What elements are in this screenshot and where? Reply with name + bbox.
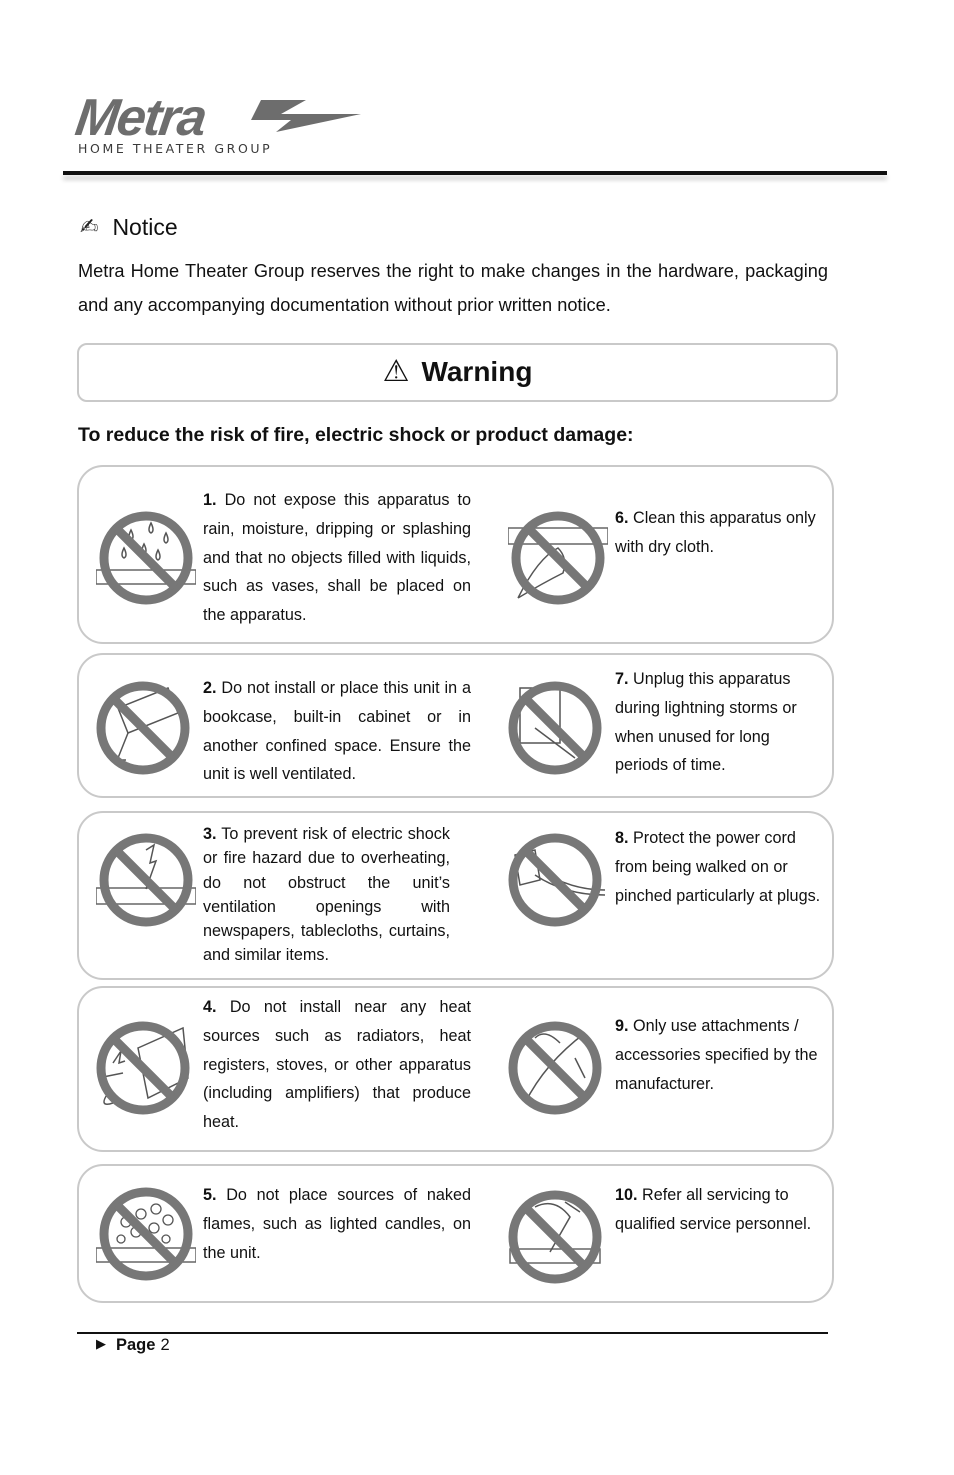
warning-banner xyxy=(77,343,838,402)
item-5: 5. Do not place sources of naked flames, such as lighted candles, on the unit. xyxy=(203,1186,471,1262)
item-10: 10. Refer all servicing to qualified service personnel. xyxy=(615,1186,812,1233)
no-heat-source-icon xyxy=(93,1018,193,1118)
item-6: 6. Clean this apparatus only with dry cloth. xyxy=(615,509,816,556)
item-8: 8. Protect the power cord from being walked on or pinched particularly at plugs. xyxy=(615,829,821,905)
risk-heading: To reduce the risk of fire, electric shock or product damage: xyxy=(78,424,634,446)
unplug-icon xyxy=(505,678,605,778)
page-footer xyxy=(96,1334,170,1356)
protect-cord-icon xyxy=(505,830,605,930)
notice-text: Metra Home Theater Group reserves the right to make changes in the hardware, packaging and any accompanying documentation without prior written notice. xyxy=(78,261,828,315)
item-1: 1. Do not expose this apparatus to rain, moisture, dripping or splashing and that no objects filled with liquids, such as vases, shall be placed on the apparatus. xyxy=(203,491,471,625)
page-label: Page xyxy=(116,1336,156,1354)
warning-triangle-icon: ⚠ xyxy=(382,354,410,389)
no-water-icon xyxy=(96,508,196,608)
notice-heading xyxy=(80,214,178,241)
logo-wordmark: Metra xyxy=(71,89,209,147)
no-self-service-icon xyxy=(505,1187,605,1287)
no-wet-cleaning-icon xyxy=(508,508,608,608)
page-arrow-icon: ▶ xyxy=(96,1337,106,1352)
footer-divider xyxy=(77,1332,828,1334)
item-9: 9. Only use attachments / accessories specified by the manufacturer. xyxy=(615,1017,818,1093)
no-open-flame-icon xyxy=(96,1184,196,1284)
notice-title: Notice xyxy=(112,214,178,240)
header-divider xyxy=(63,171,887,175)
logo-bolt-icon xyxy=(76,92,366,142)
no-obstruct-vents-icon xyxy=(96,830,196,930)
item-2: 2. Do not install or place this unit in a bookcase, built-in cabinet or in another confined space. Ensure the unit is well ventilated. xyxy=(203,679,471,784)
item-7: 7. Unplug this apparatus during lightning storms or when unused for long periods of time. xyxy=(615,670,797,775)
item-3: 3. To prevent risk of electric shock or fire hazard due to overheating, do not obstruct the unit’s ventilation openings with newspapers, tablecloths, curtains, and similar items. xyxy=(203,825,450,965)
warning-title: Warning xyxy=(421,356,533,387)
item-4: 4. Do not install near any heat sources such as radiators, heat registers, stoves, or other apparatus (including amplifiers) that produce heat. xyxy=(203,998,471,1132)
pen-icon: ✍ xyxy=(80,215,99,240)
no-unauthorized-accessories-icon xyxy=(505,1018,605,1118)
page-number: 2 xyxy=(160,1336,170,1354)
logo-subtitle: HOME THEATER GROUP xyxy=(78,141,273,156)
no-confined-space-icon xyxy=(93,678,193,778)
metra-logo xyxy=(71,89,366,162)
